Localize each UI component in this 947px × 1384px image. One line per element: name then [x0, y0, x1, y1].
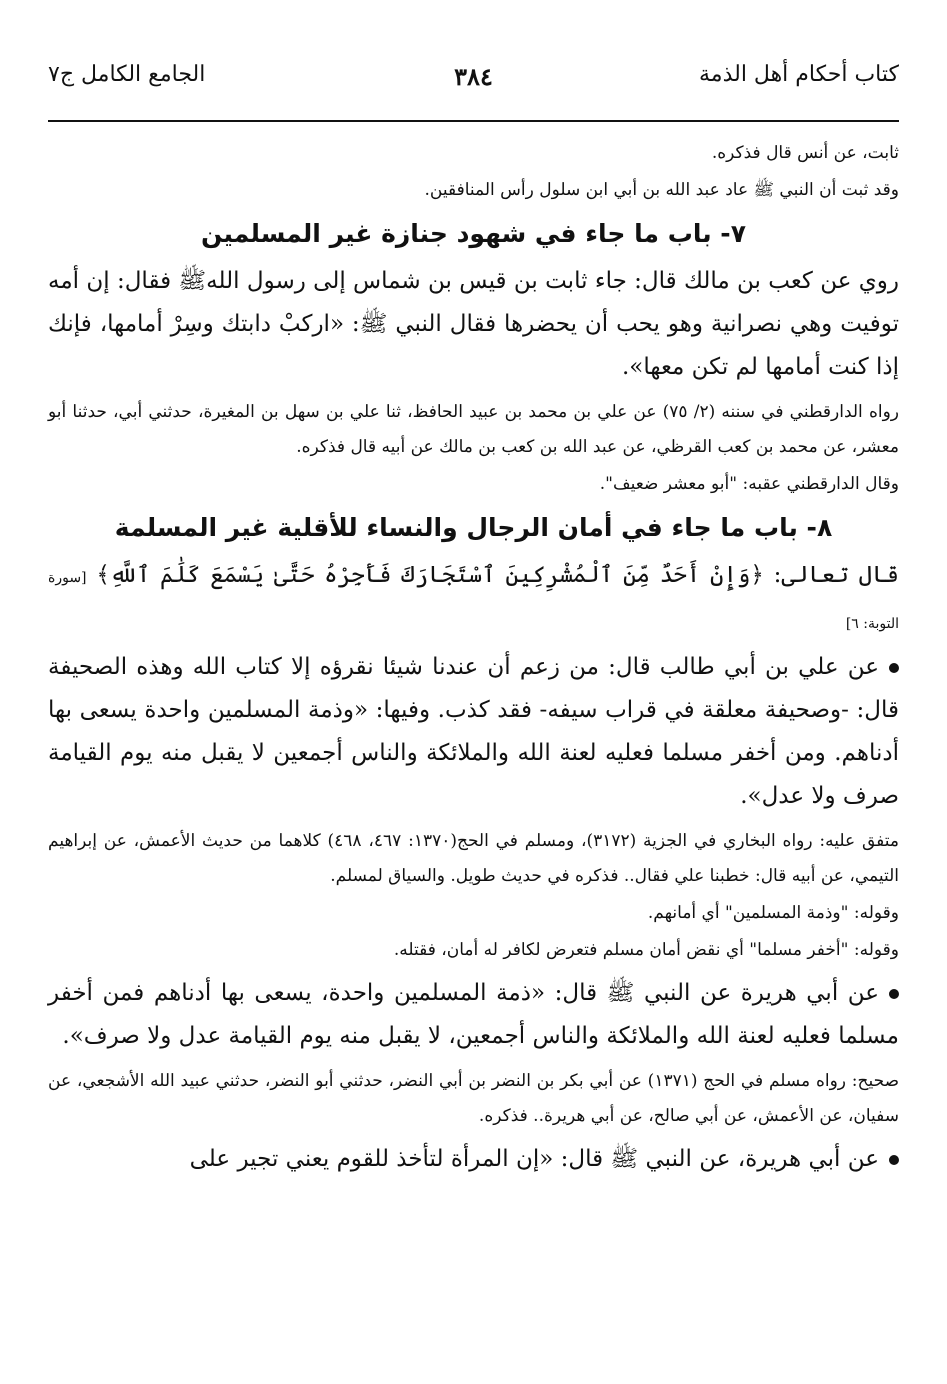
verse-paragraph	[48, 554, 899, 646]
note-paragraph: وقوله: "أخفر مسلما" أي نقض أمان مسلم فتعرض لكافر له أمان، فقتله.	[393, 940, 899, 960]
takhrij-paragraph: رواه الدارقطني في سننه (٢/ ٧٥) عن علي بن محمد بن عبيد الحافظ، ثنا علي بن سهل بن المغيرة، حدثني أبي، حدثنا أبو معشر، عن محمد بن كعب القرظي، عن عبد الله بن كعب بن مالك عن أبيه قال فذكره.	[48, 402, 900, 457]
bullet-icon	[889, 663, 899, 673]
header-divider	[48, 120, 899, 122]
series-title: الجامع الكامل ج٧	[48, 62, 206, 87]
takhrij-paragraph: صحيح: رواه مسلم في الحج (١٣٧١) عن أبي بكر بن النضر بن أبي النضر، حدثني أبو النضر، حدثني عبيد الله الأشجعي، عن سفيان، عن الأعمش، عن أبي صالح، عن أبي هريرة.. فذكره.	[48, 1071, 900, 1126]
takhrij-paragraph: متفق عليه: رواه البخاري في الجزية (٣١٧٢)، ومسلم في الحج(١٣٧٠: ٤٦٧، ٤٦٨) كلاهما من حديث الأعمش، عن إبراهيم التيمي، عن أبيه قال: خطبنا علي فقال.. فذكره في حديث طويل. والسياق لمسلم.	[48, 831, 899, 886]
page-number: ٣٨٤	[454, 62, 493, 91]
hadith-paragraph	[48, 972, 899, 1058]
bullet-icon	[889, 989, 899, 999]
hadith-paragraph	[48, 646, 899, 818]
book-page	[48, 0, 899, 1384]
page-body	[48, 136, 899, 1181]
text-paragraph: ثابت، عن أنس قال فذكره.	[711, 143, 899, 163]
section-heading: ٧- باب ما جاء في شهود جنازة غير المسلمين	[201, 219, 746, 248]
quran-verse: قال تعالى: ﴿وَإِنْ أَحَدٌ مِّنَ ٱلْمُشْرِكِينَ ٱسْتَجَارَكَ فَأَجِرْهُ حَتَّىٰ يَسْمَعَ كَلَٰمَ ٱللَّهِ﴾	[96, 562, 900, 588]
hadith-text: عن علي بن أبي طالب قال: من زعم أن عندنا شيئا نقرؤه إلا كتاب الله وهذه الصحيفة قال: -وصحيفة معلقة في قراب سيفه- فقد كذب. وفيها: «وذمة المسلمين واحدة يسعى بها أدناهم. ومن أخفر مسلما فعليه لعنة الله والملائكة والناس أجمعين لا يقبل منه يوم القيامة صرف ولا عدل».	[48, 654, 899, 809]
hadith-paragraph	[48, 1138, 899, 1181]
bullet-icon	[889, 1155, 899, 1165]
takhrij-paragraph: وقال الدارقطني عقبه: "أبو معشر ضعيف".	[599, 474, 899, 494]
note-paragraph: وقوله: "وذمة المسلمين" أي أمانهم.	[647, 903, 899, 923]
text-paragraph: وقد ثبت أن النبي ﷺ عاد عبد الله بن أبي ابن سلول رأس المنافقين.	[424, 180, 899, 200]
hadith-text: عن أبي هريرة عن النبي ﷺ قال: «ذمة المسلمين واحدة، يسعى بها أدناهم فمن أخفر مسلما فعليه لعنة الله والملائكة والناس أجمعين، لا يقبل منه يوم القيامة عدل ولا صرف».	[48, 980, 899, 1049]
hadith-paragraph: روي عن كعب بن مالك قال: جاء ثابت بن قيس بن شماس إلى رسول اللهﷺ فقال: إن أمه توفيت وهي نصرانية وهو يحب أن يحضرها فقال النبي ﷺ: «اركبْ دابتك وسِرْ أمامها، فإنك إذا كنت أمامها لم تكن معها».	[48, 268, 899, 380]
hadith-text: عن أبي هريرة، عن النبي ﷺ قال: «إن المرأة لتأخذ للقوم يعني تجير على	[189, 1146, 879, 1172]
verse-reference: [سورة التوبة: ٦]	[48, 570, 899, 632]
section-heading: ٨- باب ما جاء في أمان الرجال والنساء للأقلية غير المسلمة	[114, 513, 833, 542]
page-header	[48, 62, 899, 112]
book-title: كتاب أحكام أهل الذمة	[698, 62, 899, 87]
